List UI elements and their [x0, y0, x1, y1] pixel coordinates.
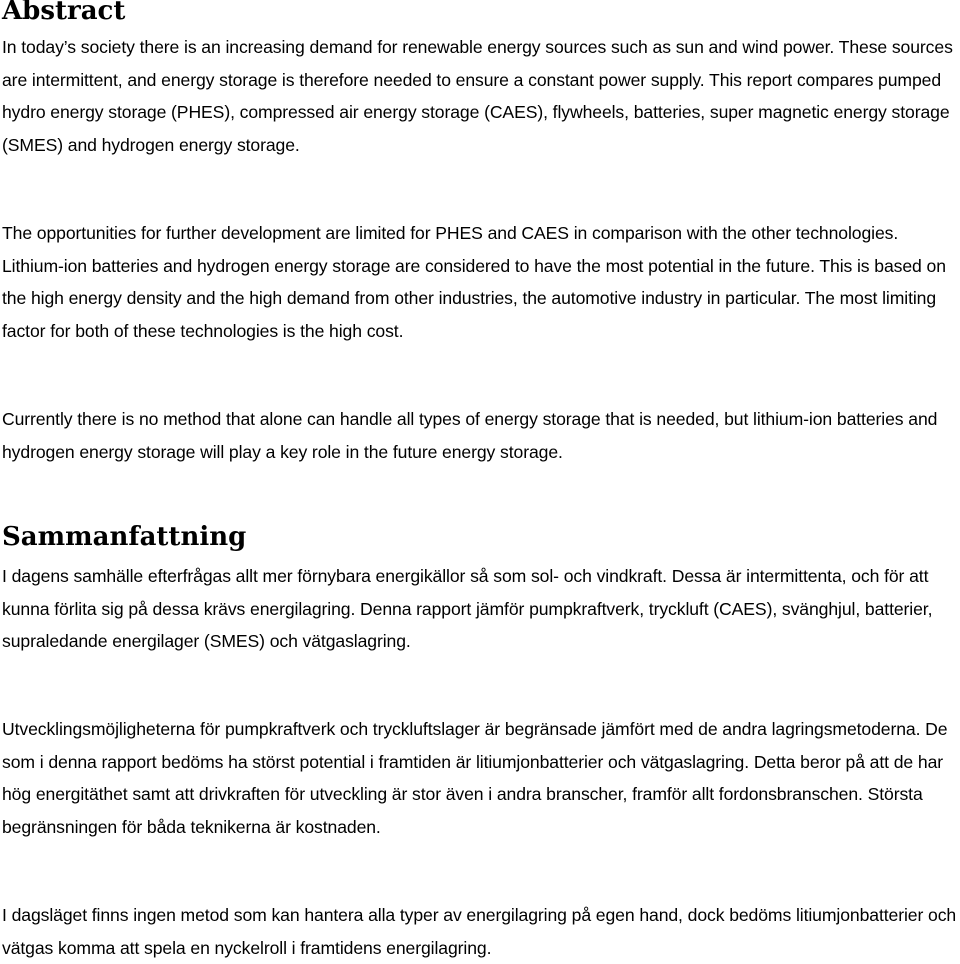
sammanfattning-heading: Sammanfattning: [2, 522, 247, 552]
sammanfattning-paragraph-3: I dagsläget finns ingen metod som kan hantera alla typer av energilagring på egen hand, dock bedöms litiumjonbatterier och vätgas komma att spela en nyckelroll i framtidens energilagring.: [2, 905, 957, 958]
abstract-paragraph-2: The opportunities for further development are limited for PHES and CAES in comparison with the other technologies. Lithium-ion batteries and hydrogen energy storage are considered to have the most potential in the future. This is based on the high energy density and the high demand from other industries, the automotive industry in particular. The most limiting factor for both of these technologies is the high cost.: [2, 223, 946, 341]
abstract-paragraph-1: In today’s society there is an increasing demand for renewable energy sources such as sun and wind power. These sources are intermittent, and energy storage is therefore needed to ensure a constant power supply. This report compares pumped hydro energy storage (PHES), compressed air energy storage (CAES), flywheels, batteries, super magnetic energy storage (SMES) and hydrogen energy storage.: [2, 37, 953, 155]
sammanfattning-paragraph-2: Utvecklingsmöjligheterna för pumpkraftverk och tryckluftslager är begränsade jämfört med de andra lagringsmetoderna. De som i denna rapport bedöms ha störst potential i framtiden är litiumjonbatterier och vätgaslagring. Detta beror på att de har hög energitäthet samt att drivkraften för utveckling är stor även i andra branscher, framför allt fordonsbranschen. Största begränsningen för båda teknikerna är kostnaden.: [2, 719, 948, 837]
sammanfattning-paragraph-1: I dagens samhälle efterfrågas allt mer förnybara energikällor så som sol- och vindkraft. Dessa är intermittenta, och för att kunna förlita sig på dessa krävs energilagring. Denna rapport jämför pumpkraftverk, tryckluft (CAES), svänghjul, batterier, supraledande energilager (SMES) och vätgaslagring.: [2, 566, 933, 652]
abstract-heading: Abstract: [2, 0, 126, 26]
abstract-paragraph-3: Currently there is no method that alone can handle all types of energy storage that is needed, but lithium-ion batteries and hydrogen energy storage will play a key role in the future energy storage.: [2, 409, 938, 462]
